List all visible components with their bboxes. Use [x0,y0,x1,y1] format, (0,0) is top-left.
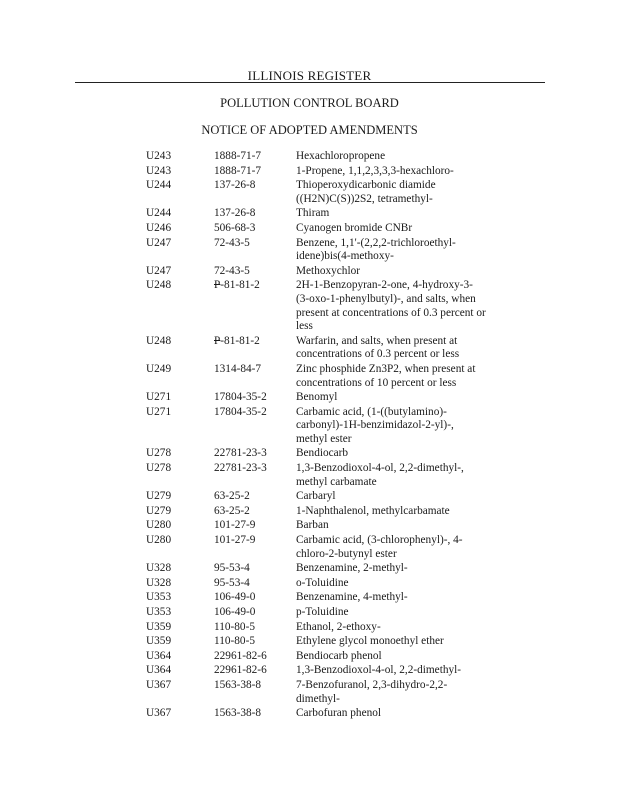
table-row [0,335,619,362]
table-row [0,635,619,649]
substance-name: Warfarin, and salts, when present at concentrations of 0.3 percent or less [296,334,460,361]
table-row [0,237,619,264]
substance-name: Carbamic acid, (1-((butylamino)-carbonyl)-1H-benzimidazol-2-yl)-, methyl ester [296,405,454,445]
cas-number: P-81-81-2 [214,334,260,347]
cas-number: 95-53-4 [214,562,250,575]
cas-number: 110-80-5 [214,620,255,633]
table-row [0,391,619,405]
table-row [0,562,619,576]
board-name: POLLUTION CONTROL BOARD [220,96,399,110]
substance-name: 1,3-Benzodioxol-4-ol, 2,2-dimethyl- [296,664,462,677]
waste-code: U353 [146,591,172,604]
waste-code: U244 [146,207,172,220]
cas-number: 1563-38-8 [214,678,262,691]
cas-number: 101-27-9 [214,534,256,547]
substance-name: Thioperoxydicarbonic diamide ((H2N)C(S))2S2, tetramethyl- [296,179,436,205]
cas-number: 110-80-5 [214,635,255,648]
substance-name: Hexachloropropene [296,150,386,162]
waste-code: U244 [146,179,172,192]
cas-number: 22781-23-3 [214,447,267,460]
cas-number: 106-49-0 [214,591,256,604]
table-row [0,519,619,533]
substance-name: Thiram [296,207,330,220]
notice-title: NOTICE OF ADOPTED AMENDMENTS [201,123,418,137]
cas-number: 63-25-2 [214,490,250,503]
waste-code: U280 [146,519,172,532]
table-row [0,650,619,664]
table-row [0,165,619,179]
table-row [0,707,619,721]
table-row [0,505,619,519]
waste-code: U278 [146,447,172,460]
waste-code: U243 [146,150,172,162]
substance-name: 7-Benzofuranol, 2,3-dihydro-2,2-dimethyl- [296,678,448,705]
waste-code: U248 [146,334,172,347]
substance-name: Bendiocarb [296,447,349,460]
substance-name: Methoxychlor [296,264,361,277]
substance-name: Cyanogen bromide CNBr [296,221,413,234]
table-row [0,279,619,333]
cas-number: P-81-81-2 [214,279,260,292]
table-row [0,679,619,706]
cas-number: 95-53-4 [214,576,250,589]
table-row [0,363,619,390]
table-row [0,490,619,504]
waste-code: U271 [146,405,172,418]
waste-code: U271 [146,391,172,404]
table-row [0,664,619,678]
substance-name: 1,3-Benzodioxol-4-ol, 2,2-dimethyl-, methyl carbamate [296,462,464,488]
substance-name: Benzene, 1,1'-(2,2,2-trichloroethyl-idene)bis(4-methoxy- [296,236,456,263]
waste-code: U247 [146,264,172,277]
table-row [0,591,619,605]
table-row [0,150,619,164]
table-row [0,577,619,591]
table-row [0,462,619,489]
cas-number: 72-43-5 [214,236,250,249]
waste-code: U243 [146,164,172,177]
waste-code: U248 [146,279,172,292]
cas-number: 506-68-3 [214,221,256,234]
waste-code: U278 [146,462,172,475]
substance-name: Benzenamine, 4-methyl- [296,591,408,604]
cas-number: 17804-35-2 [214,405,267,418]
substance-name: 2H-1-Benzopyran-2-one, 4-hydroxy-3-(3-oxo-1-phenylbutyl)-, and salts, when present at concentrations of 0.3 percent or less [296,279,486,333]
waste-code: U280 [146,534,172,547]
table-row [0,207,619,221]
cas-number: 1563-38-8 [214,707,262,720]
table-row [0,265,619,279]
waste-code-table [0,150,619,722]
substance-name: Carbamic acid, (3-chlorophenyl)-, 4-chloro-2-butynyl ester [296,534,463,560]
substance-name: 1-Propene, 1,1,2,3,3,3-hexachloro- [296,164,454,177]
cas-number: 17804-35-2 [214,391,267,404]
table-row [0,179,619,206]
table-row [0,534,619,561]
substance-name: Benzenamine, 2-methyl- [296,562,408,575]
substance-name: Benomyl [296,391,338,404]
waste-code: U367 [146,678,172,691]
substance-name: o-Toluidine [296,576,349,589]
cas-number: 22781-23-3 [214,462,267,475]
table-row [0,606,619,620]
table-row [0,406,619,447]
waste-code: U364 [146,649,172,662]
waste-code: U249 [146,362,172,375]
cas-number: 1888-71-7 [214,164,262,177]
cas-number: 137-26-8 [214,179,256,192]
waste-code: U328 [146,562,172,575]
substance-name: Ethanol, 2-ethoxy- [296,620,381,633]
cas-number: 63-25-2 [214,504,250,517]
table-row [0,447,619,461]
waste-code: U367 [146,707,172,720]
header-rule [75,82,545,83]
cas-number: 72-43-5 [214,264,250,277]
substance-name: Barban [296,519,329,532]
waste-code: U359 [146,620,172,633]
table-row [0,222,619,236]
substance-name: Carbofuran phenol [296,707,382,720]
cas-number: 22961-82-6 [214,664,267,677]
cas-number: 101-27-9 [214,519,256,532]
waste-code: U364 [146,664,172,677]
waste-code: U246 [146,221,172,234]
substance-name: Zinc phosphide Zn3P2, when present at concentrations of 10 percent or less [296,362,476,389]
cas-number: 137-26-8 [214,207,256,220]
waste-code: U328 [146,576,172,589]
register-title: ILLINOIS REGISTER [247,68,372,83]
cas-number: 106-49-0 [214,606,256,618]
waste-code: U279 [146,504,172,517]
waste-code: U359 [146,635,172,648]
waste-code: U353 [146,606,172,618]
substance-name: Bendiocarb phenol [296,649,382,662]
table-row [0,621,619,635]
substance-name: p-Toluidine [296,606,349,618]
substance-name: Carbaryl [296,490,336,503]
cas-number: 22961-82-6 [214,649,267,662]
waste-code: U247 [146,236,172,249]
waste-code: U279 [146,490,172,503]
substance-name: 1-Naphthalenol, methylcarbamate [296,504,450,517]
substance-name: Ethylene glycol monoethyl ether [296,635,444,648]
cas-number: 1314-84-7 [214,362,262,375]
cas-number: 1888-71-7 [214,150,262,162]
